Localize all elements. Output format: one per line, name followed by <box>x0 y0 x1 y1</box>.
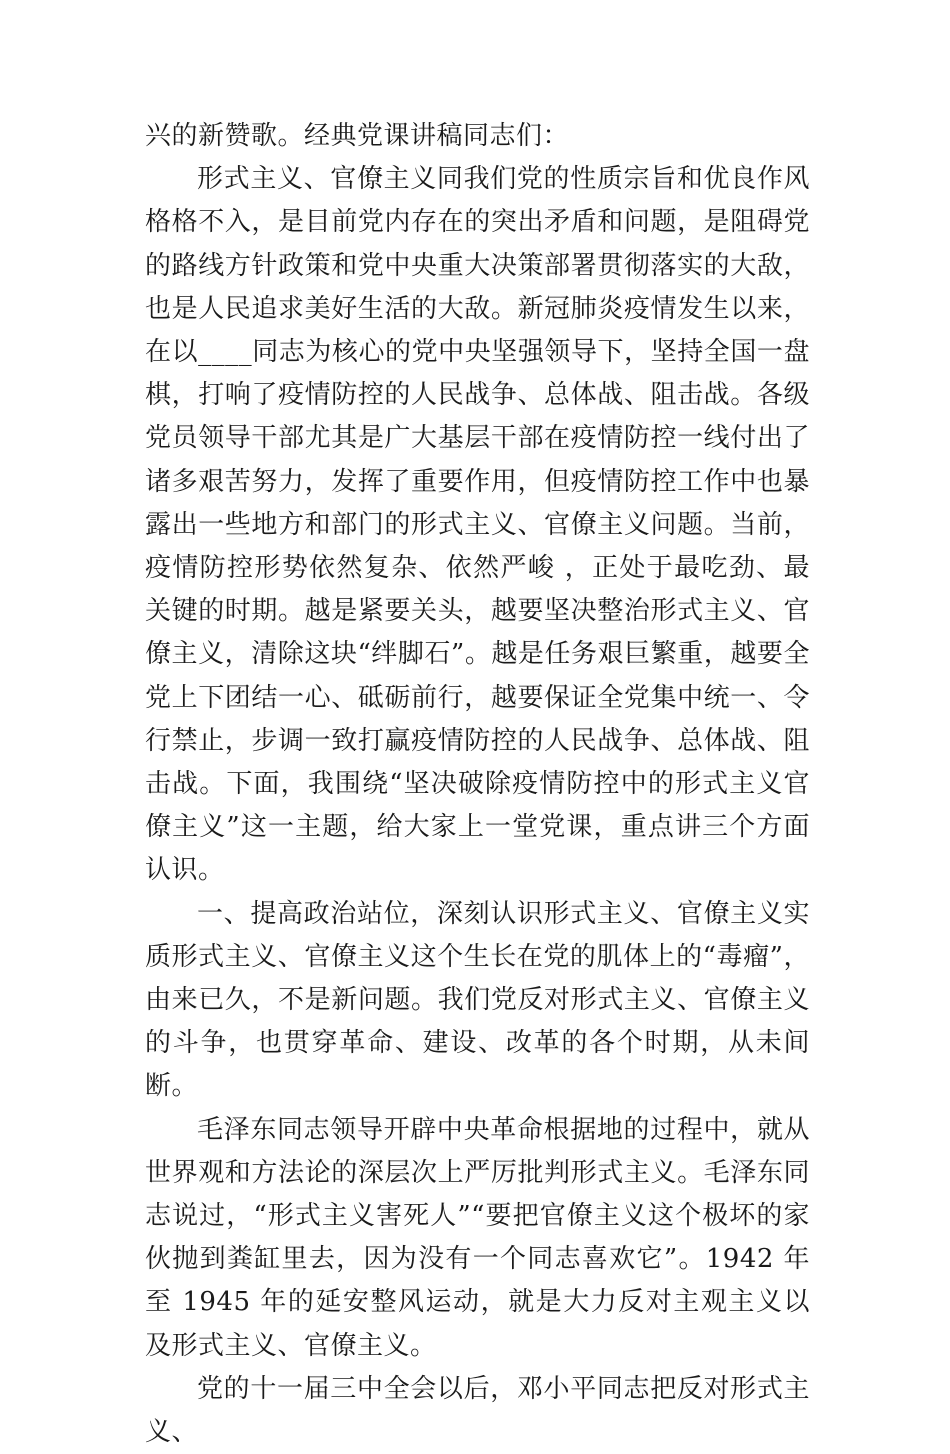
paragraph: 兴的新赞歌。经典党课讲稿同志们： <box>145 121 570 151</box>
paragraph: 毛泽东同志领导开辟中央革命根据地的过程中，就从世界观和方法论的深层次上严厉批判形式主义。毛泽东同志说过，“形式主义害死人”“要把官僚主义这个极坏的家伙抛到粪缸里去，因为没有一个同志喜欢它”。1942 年至 1945 年的延安整风运动，就是大力反对主观主义以及形式主义、官僚主义。 <box>145 1114 810 1361</box>
paragraph: 一、提高政治站位，深刻认识形式主义、官僚主义实质形式主义、官僚主义这个生长在党的肌体上的“毒瘤”，由来已久，不是新问题。我们党反对形式主义、官僚主义的斗争，也贯穿革命、建设、改革的各个时期，从未间断。 <box>145 898 810 1102</box>
paragraph: 党的十一届三中全会以后，邓小平同志把反对形式主义、 <box>145 1373 810 1448</box>
document-body <box>145 115 810 1454</box>
paragraph: 形式主义、官僚主义同我们党的性质宗旨和优良作风格格不入，是目前党内存在的突出矛盾和问题，是阻碍党的路线方针政策和党中央重大决策部署贯彻落实的大敌，也是人民追求美好生活的大敌。新冠肺炎疫情发生以来，在以____同志为核心的党中央坚强领导下，坚持全国一盘棋，打响了疫情防控的人民战争、总体战、阻击战。各级党员领导干部尤其是广大基层干部在疫情防控一线付出了诸多艰苦努力，发挥了重要作用，但疫情防控工作中也暴露出一些地方和部门的形式主义、官僚主义问题。当前，疫情防控形势依然复杂、依然严峻 ，正处于最吃劲、最关键的时期。越是紧要关头，越要坚决整治形式主义、官僚主义，清除这块“绊脚石”。越是任务艰巨繁重，越要全党上下团结一心、砥砺前行，越要保证全党集中统一、令行禁止，步调一致打赢疫情防控的人民战争、总体战、阻击战。下面，我围绕“坚决破除疫情防控中的形式主义官僚主义”这一主题，给大家上一堂党课，重点讲三个方面认识。 <box>145 164 810 886</box>
